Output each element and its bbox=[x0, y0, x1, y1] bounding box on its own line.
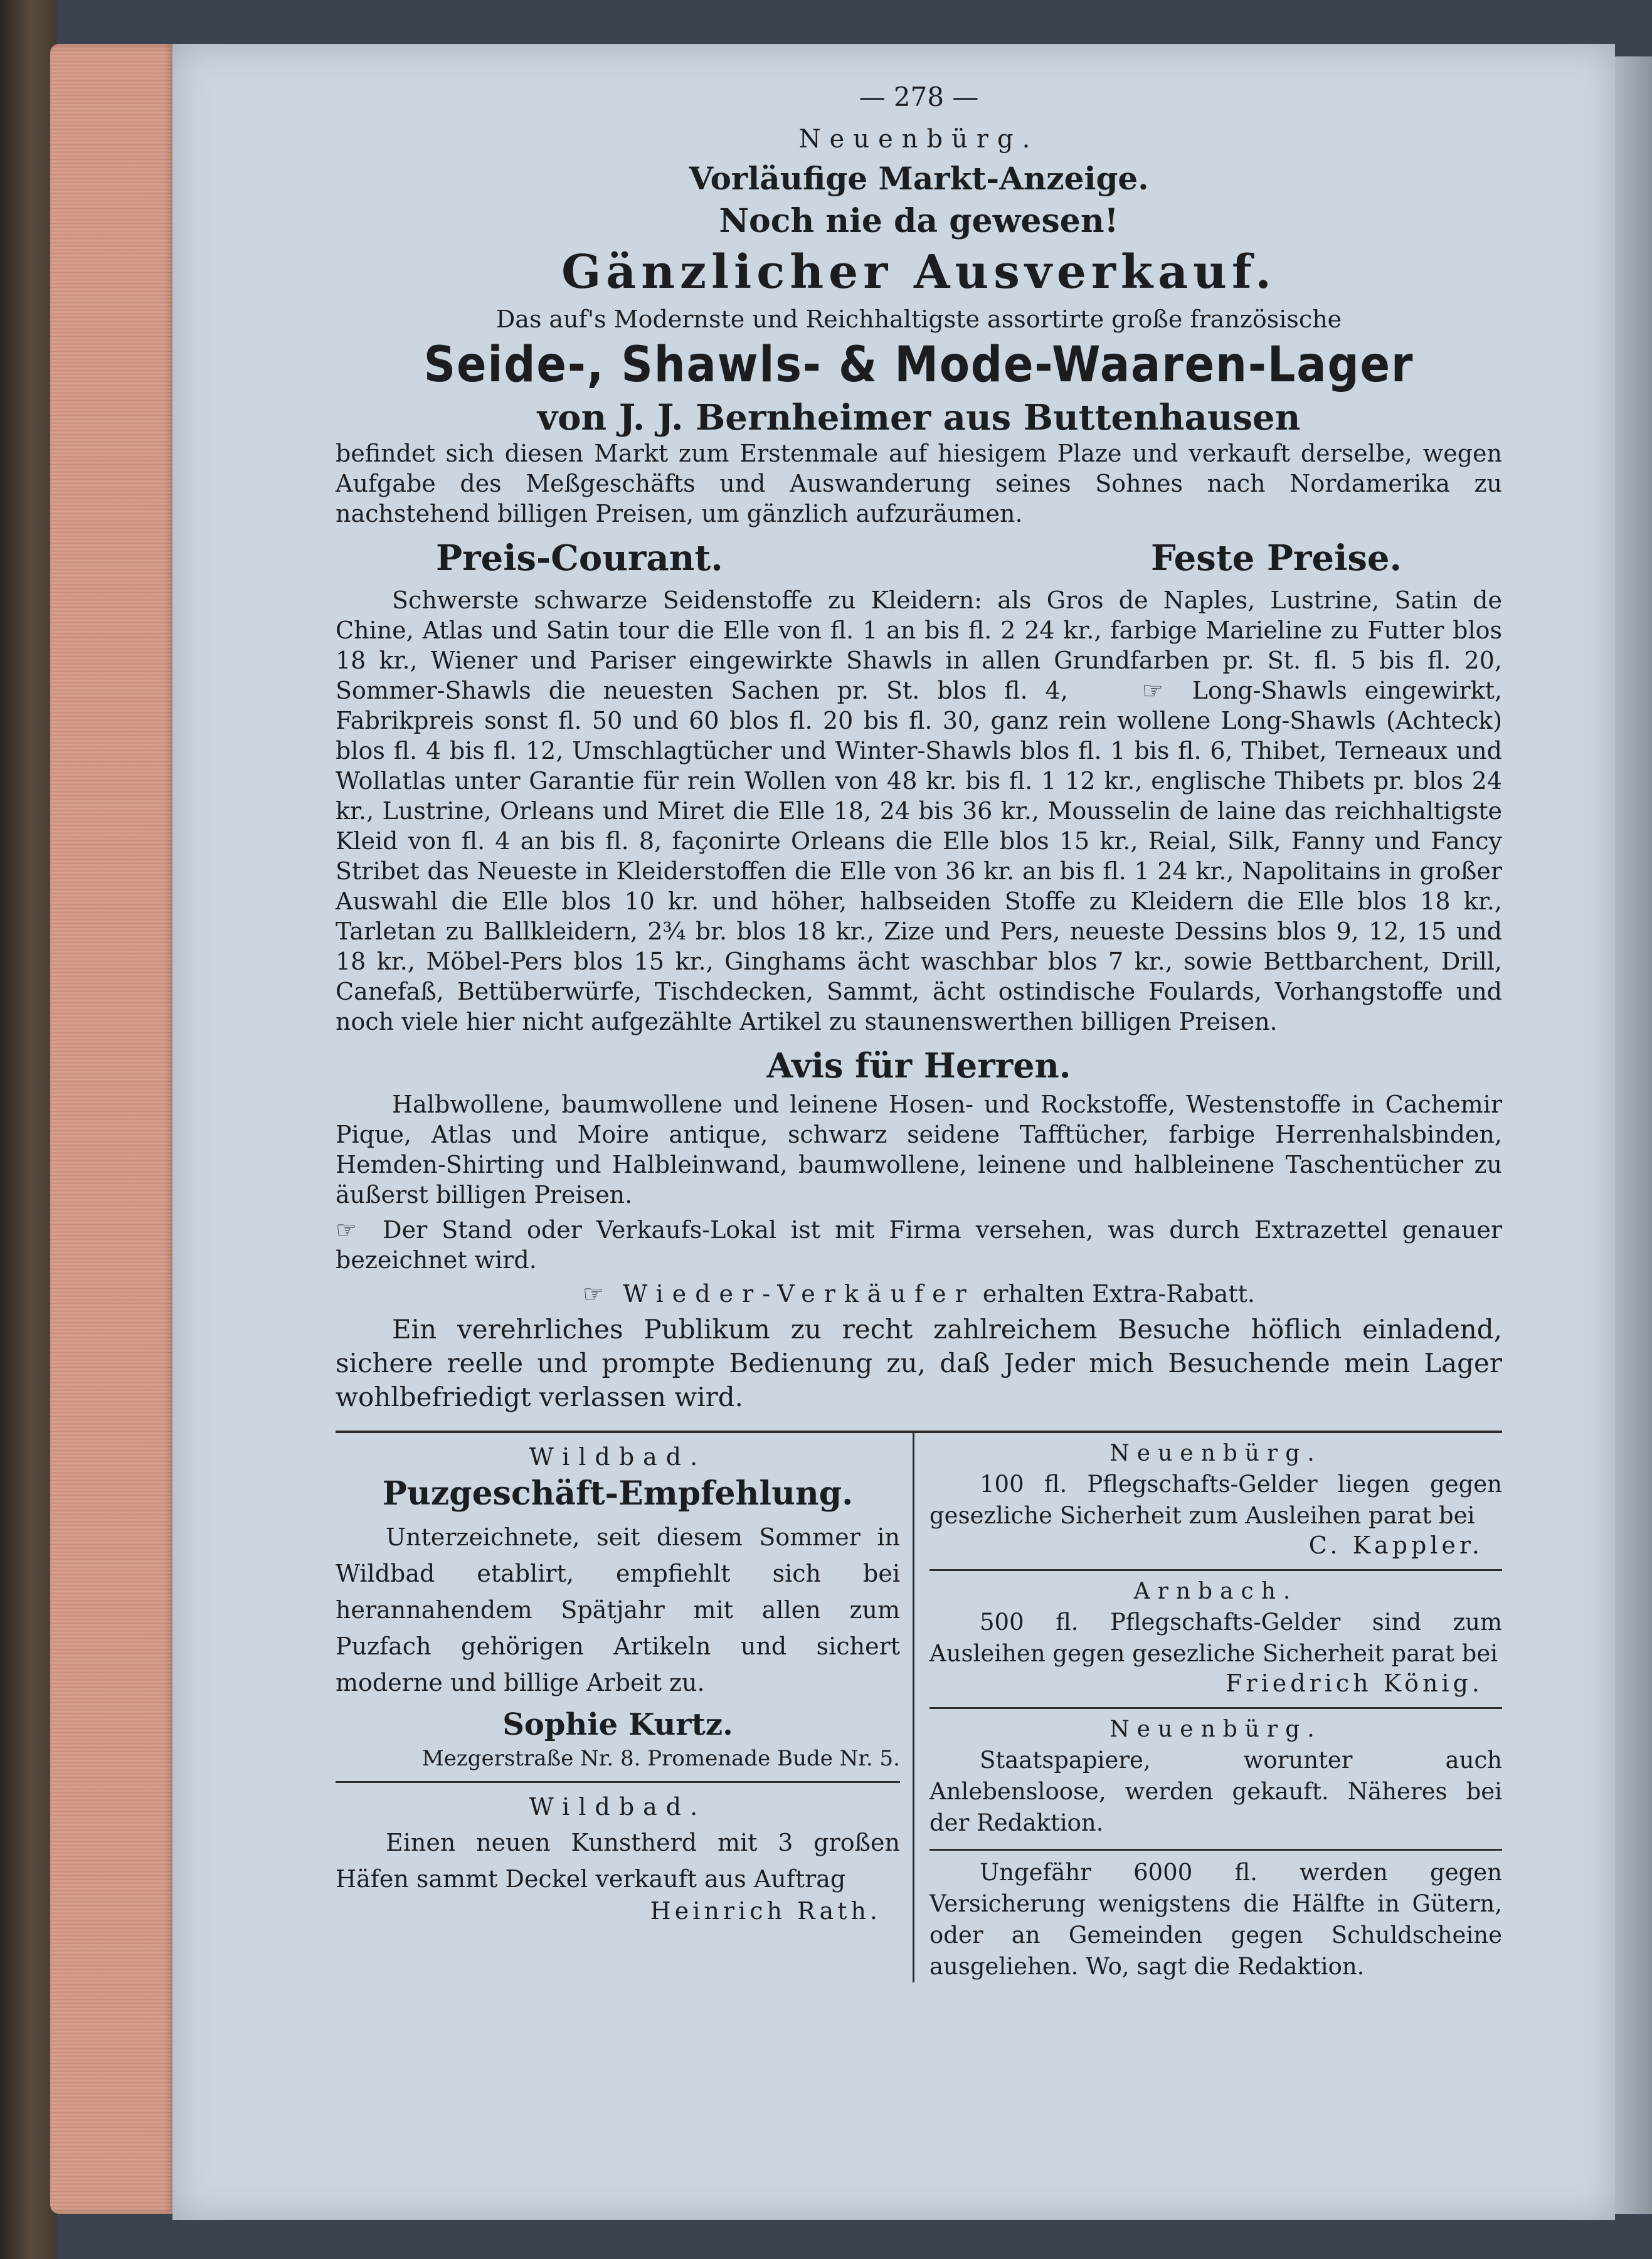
left-ad2-body: Einen neuen Kunstherd mit 3 großen Häfen sammt Deckel verkauft aus Auftrag bbox=[336, 1829, 900, 1893]
price-list-part-a: Schwerste schwarze Seidenstoffe zu Kleidern: als Gros de Naples, Lustrine, Satin de Chine, Atlas und Satin tour die Elle von fl. 1 an bis fl. 2 24 kr., farbige Marieline zu Futter blos 18 kr., Wiener und Pariser eingewirkte Shawls in allen Grundfarben pr. St. fl. 5 bis fl. 20, Sommer-Shawls die neuesten Sachen pr. St. blos fl. 4, bbox=[336, 586, 1502, 704]
price-header bbox=[436, 537, 1402, 579]
right-ad4-body: Ungefähr 6000 fl. werden gegen Versicherung wenigstens die Hälfte in Gütern, oder an Gemeinden gegen Schuldscheine ausgeliehen. Wo, sagt die Redaktion. bbox=[929, 1859, 1502, 1980]
ad-heading-2: Noch nie da gewesen! bbox=[719, 202, 1119, 240]
price-list bbox=[336, 585, 1502, 1037]
bottom-columns bbox=[336, 1433, 1502, 1982]
right-ad1-signature: C. Kappler. bbox=[1308, 1532, 1483, 1559]
main-advertisement bbox=[336, 125, 1502, 1414]
price-list-part-b: Long-Shawls eingewirkt, Fabrikpreis sonst fl. 50 und 60 blos fl. 20 bis fl. 30, ganz rein wollene Long-Shawls (Achteck) blos fl. 4 bis fl. 12, Umschlagtücher und Winter-Shawls blos fl. 1 bis fl. 6, Thibet, Terneaux und Wollatlas unter Garantie für rein Wollen von 48 kr. bis fl. 1 12 kr., englische Thibets pr. blos 24 kr., Lustrine, Orleans und Miret die Elle 18, 24 bis 36 kr., Mousselin de laine das reichhaltigste Kleid von fl. 4 an bis fl. 8, façonirte Orleans die Elle blos 15 kr., Reial, Silk, Fanny und Fancy Stribet das Neueste in Kleiderstoffen die Elle von 36 kr. an bis fl. 1 24 kr., Napolitains in großer Auswahl die Elle blos 10 kr. und höher, halbseiden Stoffe zu Kleidern die Elle blos 18 kr., Tarletan zu Ballkleidern, 2¾ br. blos 18 kr., Zize und Pers, neueste Dessins blos 9, 12, 15 und 18 kr., Möbel-Pers blos 15 kr., Ginghams ächt waschbar blos 7 kr., sowie Bettbarchent, Drill, Canefaß, Bettüberwürfe, Tischdecken, Sammt, ächt ostindische Foulards, Vorhangstoffe und noch viele hier nicht aufgezählte Artikel zu staunenswerthen billigen Preisen. bbox=[336, 677, 1502, 1035]
right-ad2-signature: Friedrich König. bbox=[1226, 1669, 1483, 1697]
ad-town: Neuenbürg. bbox=[798, 125, 1039, 154]
left-ad1-title: Puzgeschäft-Empfehlung. bbox=[382, 1474, 854, 1513]
right-divider-3 bbox=[929, 1849, 1502, 1851]
avis-body: Halbwollene, baumwollene und leinene Hosen- und Rockstoffe, Westenstoffe in Cachemir Pique, Atlas und Moire antique, schwarz seidene Tafftücher, farbige Herrenhalsbinden, Hemden-Shirting und Halbleinwand, baumwollene, leinene und halbleinene Taschentücher zu äußerst billigen Preisen. bbox=[336, 1091, 1502, 1209]
reseller-rest: erhalten Extra-Rabatt. bbox=[982, 1280, 1255, 1308]
page-edges bbox=[50, 44, 176, 2214]
right-ad2-body: 500 fl. Pflegschafts-Gelder sind zum Ausleihen gegen gesezliche Sicherheit parat bei bbox=[929, 1609, 1502, 1667]
page bbox=[172, 44, 1615, 2220]
left-column bbox=[336, 1433, 914, 1982]
ad-headline: Seide-, Shawls- & Mode-Waaren-Lager bbox=[423, 337, 1414, 393]
facing-page-edge bbox=[1615, 56, 1652, 2214]
ad-heading-1: Vorläufige Markt-Anzeige. bbox=[689, 160, 1149, 197]
price-header-left: Preis-Courant. bbox=[436, 537, 723, 579]
pointing-hand-icon: ☞ bbox=[336, 1216, 357, 1244]
right-column bbox=[914, 1433, 1502, 1982]
left-ad1-body: Unterzeichnete, seit diesem Sommer in Wildbad etablirt, empfiehlt sich bei herannahendem Spätjahr mit allen zum Puzfach gehörigen Artikeln und sichert moderne und billige Arbeit zu. bbox=[336, 1523, 900, 1696]
book-spine bbox=[0, 0, 56, 2259]
left-divider bbox=[336, 1781, 900, 1783]
reseller-note bbox=[336, 1280, 1502, 1308]
stand-text: Der Stand oder Verkaufs-Lokal ist mit Firma versehen, was durch Extrazettel genauer bezeichnet wird. bbox=[336, 1216, 1502, 1274]
right-divider-2 bbox=[929, 1707, 1502, 1709]
avis-title: Avis für Herren. bbox=[766, 1045, 1071, 1086]
reseller-spaced: Wieder-Verkäufer bbox=[623, 1280, 975, 1308]
price-header-right: Feste Preise. bbox=[1150, 537, 1402, 579]
ad-merchant: von J. J. Bernheimer aus Buttenhausen bbox=[537, 397, 1301, 438]
pointing-hand-icon: ☞ bbox=[1141, 677, 1163, 704]
ad-body: befindet sich diesen Markt zum Erstenmale auf hiesigem Plaze und verkauft derselbe, wegen Aufgabe des Meßgeschäfts und Auswanderung seines Sohnes nach Nordamerika zu nachstehend billigen Preisen, um gänzlich aufzuräumen. bbox=[336, 440, 1502, 527]
left-ad1-town: Wildbad. bbox=[529, 1443, 707, 1471]
right-ad2-town: Arnbach. bbox=[1133, 1579, 1298, 1604]
ad-intro: Das auf's Modernste und Reichhaltigste assortirte große französische bbox=[495, 305, 1342, 333]
left-ad2-signature: Heinrich Rath. bbox=[650, 1897, 881, 1925]
right-ad1-town: Neuenbürg. bbox=[1109, 1441, 1322, 1466]
ad-heading-3: Gänzlicher Ausverkauf. bbox=[561, 245, 1276, 299]
stand-note bbox=[336, 1215, 1502, 1275]
page-content bbox=[336, 82, 1502, 1982]
left-ad1-address: Mezgerstraße Nr. 8. Promenade Bude Nr. 5. bbox=[421, 1746, 900, 1771]
right-divider-1 bbox=[929, 1569, 1502, 1571]
ad-closing: Ein verehrliches Publikum zu recht zahlreichem Besuche höflich einladend, sichere reelle und prompte Bedienung zu, daß Jeder mich Besuchende mein Lager wohlbefriedigt verlassen wird. bbox=[336, 1314, 1502, 1412]
page-number: — 278 — bbox=[859, 82, 979, 112]
pointing-hand-icon: ☞ bbox=[583, 1280, 605, 1308]
left-ad2-town: Wildbad. bbox=[529, 1793, 707, 1821]
right-ad3-body: Staatspapiere, worunter auch Anlebensloose, werden gekauft. Näheres bei der Redaktion. bbox=[929, 1747, 1502, 1836]
right-ad3-town: Neuenbürg. bbox=[1109, 1717, 1322, 1742]
right-ad1-body: 100 fl. Pflegschafts-Gelder liegen gegen gesezliche Sicherheit zum Ausleihen parat bei bbox=[929, 1471, 1502, 1529]
left-ad1-signature: Sophie Kurtz. bbox=[502, 1707, 733, 1742]
